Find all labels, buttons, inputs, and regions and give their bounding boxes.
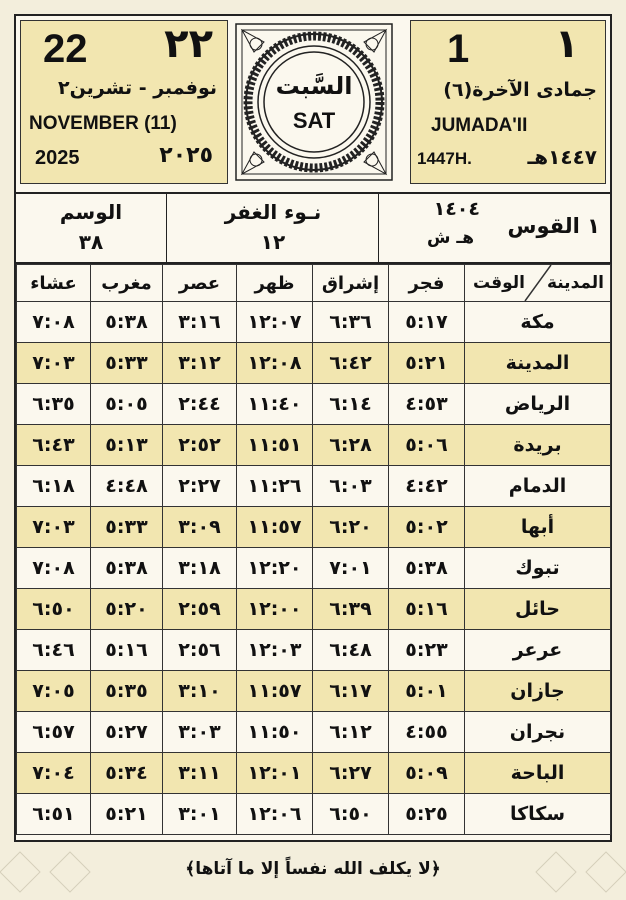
prayer-time: ٢:٥٢ (163, 425, 237, 466)
calendar-page (14, 14, 612, 842)
footer-band (0, 844, 626, 900)
season-info-row (16, 194, 610, 264)
prayer-time: ٦:٥٠ (313, 794, 389, 835)
city-name: تبوك (465, 548, 611, 589)
prayer-time: ٣:١٦ (163, 302, 237, 343)
prayer-time: ٦:٥٧ (17, 712, 91, 753)
emblem-day-en: SAT (292, 108, 336, 133)
prayer-time: ١١:٥١ (237, 425, 313, 466)
emblem-day-ar: السَّبت (275, 72, 353, 100)
prayer-time: ١١:٢٦ (237, 466, 313, 507)
solar-suffix: هـ ش (427, 228, 474, 248)
prayer-time: ٦:٥٠ (17, 589, 91, 630)
hijri-day-ar: ١ (554, 21, 579, 67)
column-header: فجر (389, 265, 465, 302)
prayer-time: ٥:٣٤ (91, 753, 163, 794)
prayer-time: ٥:٢١ (91, 794, 163, 835)
column-header: عصر (163, 265, 237, 302)
prayer-time: ٥:٠٦ (389, 425, 465, 466)
table-row (17, 671, 611, 712)
prayer-time: ٣:١٢ (163, 343, 237, 384)
prayer-time: ٣:٠٩ (163, 507, 237, 548)
prayer-time: ٦:٣٩ (313, 589, 389, 630)
gregorian-day-en: 22 (43, 27, 88, 71)
column-header: عشاء (17, 265, 91, 302)
prayer-time: ٧:٠٣ (17, 507, 91, 548)
season-title: الوسم (59, 200, 123, 224)
footer-verse: ﴿لا يكلف الله نفساً إلا ما آتاها﴾ (185, 859, 441, 879)
prayer-times-table (16, 264, 611, 835)
prayer-time: ١١:٥٧ (237, 507, 313, 548)
prayer-time: ٤:٤٨ (91, 466, 163, 507)
prayer-time: ٦:١٤ (313, 384, 389, 425)
city-name: سكاكا (465, 794, 611, 835)
prayer-time: ١٢:٠٨ (237, 343, 313, 384)
city-name: بريدة (465, 425, 611, 466)
season-value: ٣٨ (78, 230, 104, 254)
prayer-time: ٢:٥٦ (163, 630, 237, 671)
prayer-time: ٥:٣٨ (91, 548, 163, 589)
prayer-time: ٤:٥٥ (389, 712, 465, 753)
prayer-time: ٣:١٨ (163, 548, 237, 589)
city-name: نجران (465, 712, 611, 753)
prayer-time: ١١:٥٧ (237, 671, 313, 712)
star-label: ١ القوس (507, 214, 600, 238)
prayer-time: ٦:٢٧ (313, 753, 389, 794)
hijri-year-ar: ١٤٤٧هـ (527, 145, 597, 169)
city-name: عرعر (465, 630, 611, 671)
prayer-time: ٦:١٧ (313, 671, 389, 712)
prayer-time: ٥:٣٣ (91, 343, 163, 384)
table-header-row (17, 265, 611, 302)
naw-value: ١٢ (260, 230, 286, 254)
day-emblem (234, 22, 394, 182)
prayer-time: ٦:٤٢ (313, 343, 389, 384)
prayer-time: ١١:٥٠ (237, 712, 313, 753)
prayer-time: ٥:٠٥ (91, 384, 163, 425)
city-name: مكة (465, 302, 611, 343)
gregorian-year-en: 2025 (35, 147, 80, 169)
prayer-time: ٥:٢٧ (91, 712, 163, 753)
city-name: الباحة (465, 753, 611, 794)
prayer-time: ٥:١٦ (91, 630, 163, 671)
prayer-time: ١٢:٠٧ (237, 302, 313, 343)
table-row (17, 302, 611, 343)
prayer-time: ٥:٠٩ (389, 753, 465, 794)
prayer-time: ١١:٤٠ (237, 384, 313, 425)
header-city-label: المدينة (546, 273, 604, 293)
prayer-time: ٣:٠٣ (163, 712, 237, 753)
gregorian-year-ar: ٢٠٢٥ (159, 143, 213, 168)
column-header: مغرب (91, 265, 163, 302)
table-row (17, 507, 611, 548)
city-name: جازان (465, 671, 611, 712)
hijri-month-en: JUMADA'II (431, 115, 528, 136)
prayer-time: ٦:٣٦ (313, 302, 389, 343)
city-name: المدينة (465, 343, 611, 384)
prayer-time: ٧:٠٨ (17, 302, 91, 343)
gregorian-month-ar: نوفمبر - تشرين٢ (57, 77, 217, 99)
city-time-header (465, 265, 611, 302)
star-cell (378, 194, 610, 262)
prayer-time: ٣:٠١ (163, 794, 237, 835)
table-row (17, 630, 611, 671)
prayer-time: ١٢:٠٠ (237, 589, 313, 630)
prayer-time: ٢:٤٤ (163, 384, 237, 425)
prayer-time: ٦:٢٠ (313, 507, 389, 548)
table-row (17, 466, 611, 507)
prayer-time: ٧:٠١ (313, 548, 389, 589)
prayer-time: ٥:٢٣ (389, 630, 465, 671)
city-name: أبها (465, 507, 611, 548)
column-header: إشراق (313, 265, 389, 302)
column-header: ظهر (237, 265, 313, 302)
prayer-time: ١٢:٠٦ (237, 794, 313, 835)
prayer-time: ٥:١٦ (389, 589, 465, 630)
prayer-time: ١٢:٠٣ (237, 630, 313, 671)
prayer-time: ٥:٠١ (389, 671, 465, 712)
table-row (17, 753, 611, 794)
city-name: الدمام (465, 466, 611, 507)
prayer-time: ٥:٠٢ (389, 507, 465, 548)
gregorian-month-en: NOVEMBER (11) (29, 113, 177, 134)
prayer-time: ٤:٤٢ (389, 466, 465, 507)
prayer-time: ٦:٠٣ (313, 466, 389, 507)
prayer-time: ٢:٥٩ (163, 589, 237, 630)
table-row (17, 384, 611, 425)
prayer-time: ٦:٣٥ (17, 384, 91, 425)
prayer-time: ٧:٠٨ (17, 548, 91, 589)
prayer-time: ٧:٠٤ (17, 753, 91, 794)
table-row (17, 548, 611, 589)
prayer-time: ٦:٤٨ (313, 630, 389, 671)
hijri-day-en: 1 (447, 27, 470, 71)
prayer-time: ٥:٣٨ (389, 548, 465, 589)
prayer-time: ٥:٢٥ (389, 794, 465, 835)
prayer-time: ٢:٢٧ (163, 466, 237, 507)
prayer-time: ٦:٤٦ (17, 630, 91, 671)
prayer-time: ٤:٥٣ (389, 384, 465, 425)
prayer-time: ٣:١١ (163, 753, 237, 794)
prayer-time: ٣:١٠ (163, 671, 237, 712)
prayer-time: ٥:١٣ (91, 425, 163, 466)
hijri-date-box (410, 20, 606, 184)
gregorian-day-ar: ٢٢ (164, 21, 213, 67)
emblem-ornament (234, 22, 394, 182)
prayer-time: ٥:٢٠ (91, 589, 163, 630)
prayer-time: ٦:٥١ (17, 794, 91, 835)
solar-year: ١٤٠٤ (433, 198, 480, 220)
naw-cell (166, 194, 378, 262)
prayer-time: ٧:٠٥ (17, 671, 91, 712)
prayer-time: ٧:٠٣ (17, 343, 91, 384)
hijri-year-en: 1447H. (417, 149, 472, 168)
gregorian-date-box (20, 20, 228, 184)
city-name: الرياض (465, 384, 611, 425)
season-cell (16, 194, 166, 262)
prayer-time: ٥:٣٨ (91, 302, 163, 343)
prayer-time: ٥:٣٥ (91, 671, 163, 712)
date-header (16, 16, 610, 194)
table-row (17, 712, 611, 753)
naw-title: نـوء الغفر (224, 200, 322, 224)
prayer-time: ١٢:٢٠ (237, 548, 313, 589)
prayer-time: ١٢:٠١ (237, 753, 313, 794)
prayer-time: ٦:١٨ (17, 466, 91, 507)
prayer-time: ٦:٢٨ (313, 425, 389, 466)
prayer-time: ٥:٢١ (389, 343, 465, 384)
table-row (17, 794, 611, 835)
prayer-time: ٥:١٧ (389, 302, 465, 343)
prayer-time: ٦:٤٣ (17, 425, 91, 466)
table-row (17, 425, 611, 466)
prayer-time: ٦:١٢ (313, 712, 389, 753)
hijri-month-ar: جمادى الآخرة(٦) (443, 79, 597, 101)
header-time-label: الوقت (473, 273, 525, 293)
prayer-time: ٥:٣٣ (91, 507, 163, 548)
table-row (17, 343, 611, 384)
city-name: حائل (465, 589, 611, 630)
table-row (17, 589, 611, 630)
